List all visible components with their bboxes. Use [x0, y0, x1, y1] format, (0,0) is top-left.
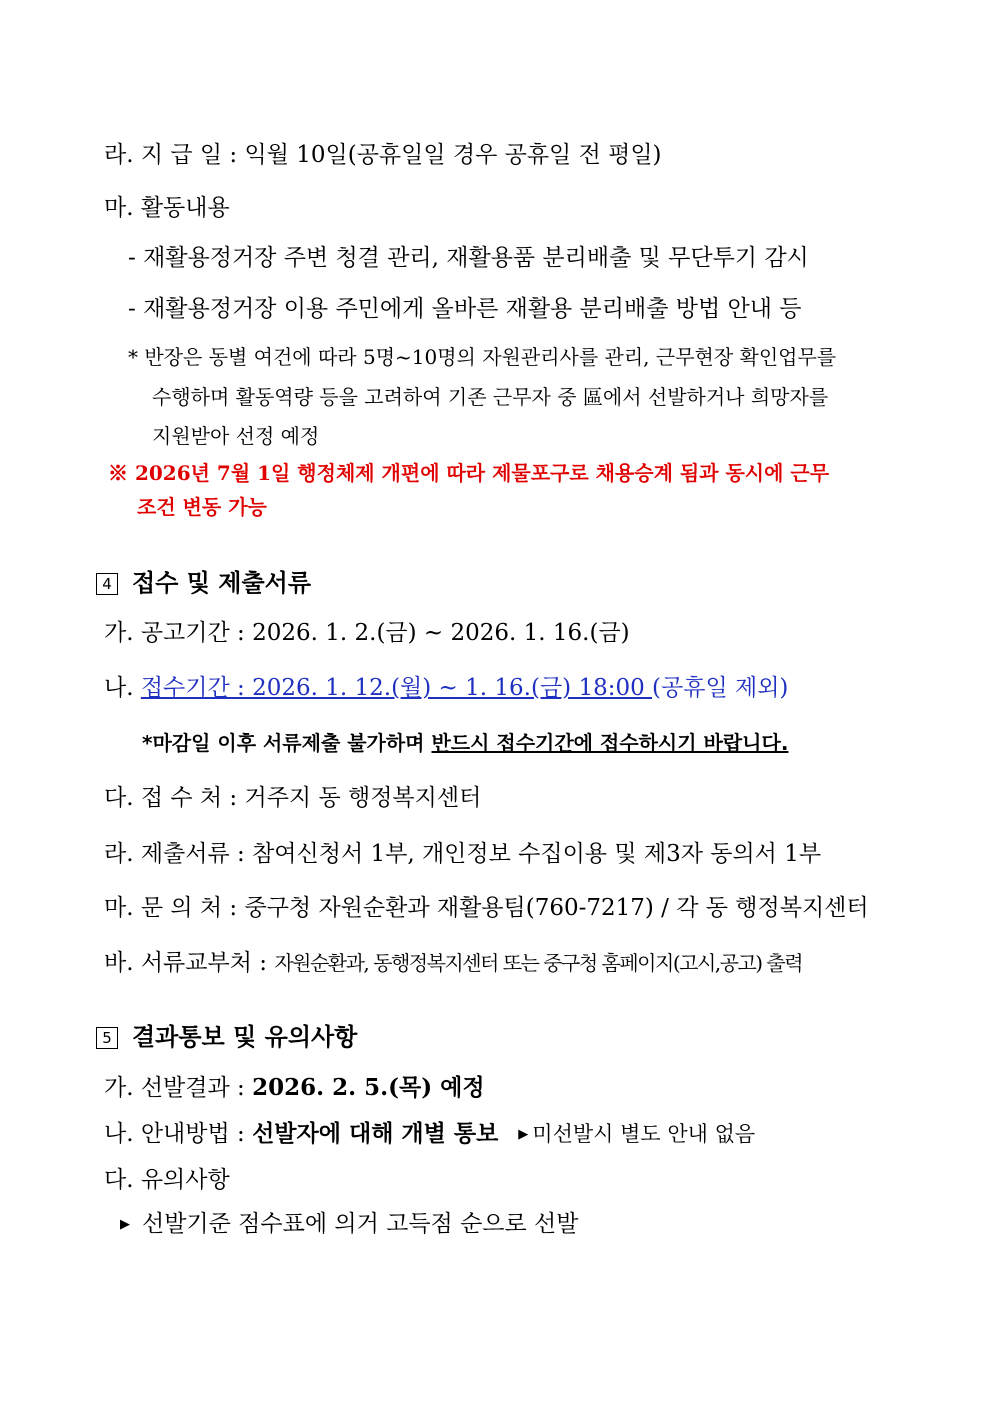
reorg-warning-line-2: 조건 변동 가능 [137, 495, 267, 519]
form-distribution [104, 948, 802, 978]
section-number-box: 5 [96, 1027, 118, 1049]
leader-note-line-1: * 반장은 동별 여건에 따라 5명~10명의 자원관리사를 관리, 근무현장 확인업무를 [128, 345, 837, 369]
section-4-title: 접수 및 제출서류 [132, 569, 311, 597]
deadline-notice-b: 반드시 접수기간에 접수하시기 바랍니다. [431, 731, 789, 755]
form-distribution-prefix: 바. 서류교부처 : [104, 950, 275, 976]
leader-note-line-2: 수행하며 활동역량 등을 고려하여 기존 근무자 중 區에서 선발하거나 희망자를 [152, 385, 829, 409]
section-number-box: 4 [96, 573, 118, 595]
activity-heading: 마. 활동내용 [104, 195, 230, 221]
precautions-heading: 다. 유의사항 [104, 1167, 230, 1193]
reorg-warning-line-1: ※ 2026년 7월 1일 행정체제 개편에 따라 제물포구로 채용승계 됨과 동시에 근무 [108, 461, 830, 485]
application-period-prefix: 나. [104, 675, 141, 701]
selection-criteria-item [120, 1209, 578, 1240]
deadline-notice [142, 730, 788, 756]
pay-date-line: 라. 지 급 일 : 익월 10일(공휴일일 경우 공휴일 전 평일) [104, 142, 662, 168]
required-documents: 라. 제출서류 : 참여신청서 1부, 개인정보 수집이용 및 제3자 동의서 1부 [104, 841, 822, 867]
receiving-office: 다. 접 수 처 : 거주지 동 행정복지센터 [104, 785, 482, 811]
section-5-heading [96, 1022, 357, 1052]
application-period-dates: 접수기간 : 2026. 1. 12.(월) ~ 1. 16.(금) 18:00 [140, 675, 653, 701]
section-5-title: 결과통보 및 유의사항 [132, 1023, 358, 1051]
announcement-period: 가. 공고기간 : 2026. 1. 2.(금) ~ 2026. 1. 16.(금) [104, 620, 630, 646]
triangle-bullet-icon: ▶ [518, 1127, 529, 1142]
application-period [104, 673, 788, 703]
no-notice-for-unselected: 미선발시 별도 안내 없음 [532, 1122, 756, 1146]
selection-result-date: 2026. 2. 5.(목) 예정 [252, 1074, 485, 1101]
form-distribution-places: 자원순환과, 동행정복지센터 또는 중구청 홈페이지(고시,공고) 출력 [274, 951, 803, 975]
triangle-bullet-icon: ▶ [120, 1217, 130, 1232]
selection-result [104, 1073, 485, 1103]
selection-criteria-text: 선발기준 점수표에 의거 고득점 순으로 선발 [142, 1211, 579, 1237]
leader-note-line-3: 지원받아 선정 예정 [152, 424, 320, 448]
notification-method-value: 선발자에 대해 개별 통보 [252, 1120, 499, 1147]
notification-method-label: 나. 안내방법 : [104, 1121, 253, 1147]
section-4-heading [96, 568, 311, 598]
deadline-notice-a: *마감일 이후 서류제출 불가하며 [142, 731, 432, 755]
notification-method [104, 1119, 755, 1150]
activity-item-1: - 재활용정거장 주변 청결 관리, 재활용품 분리배출 및 무단투기 감시 [128, 245, 809, 271]
inquiry-contact: 마. 문 의 처 : 중구청 자원순환과 재활용팀(760-7217) / 각 동 행정복지센터 [104, 895, 869, 921]
selection-result-label: 가. 선발결과 : [104, 1075, 253, 1101]
activity-item-2: - 재활용정거장 이용 주민에게 올바른 재활용 분리배출 방법 안내 등 [128, 296, 802, 322]
holiday-exclusion: (공휴일 제외) [652, 675, 789, 701]
